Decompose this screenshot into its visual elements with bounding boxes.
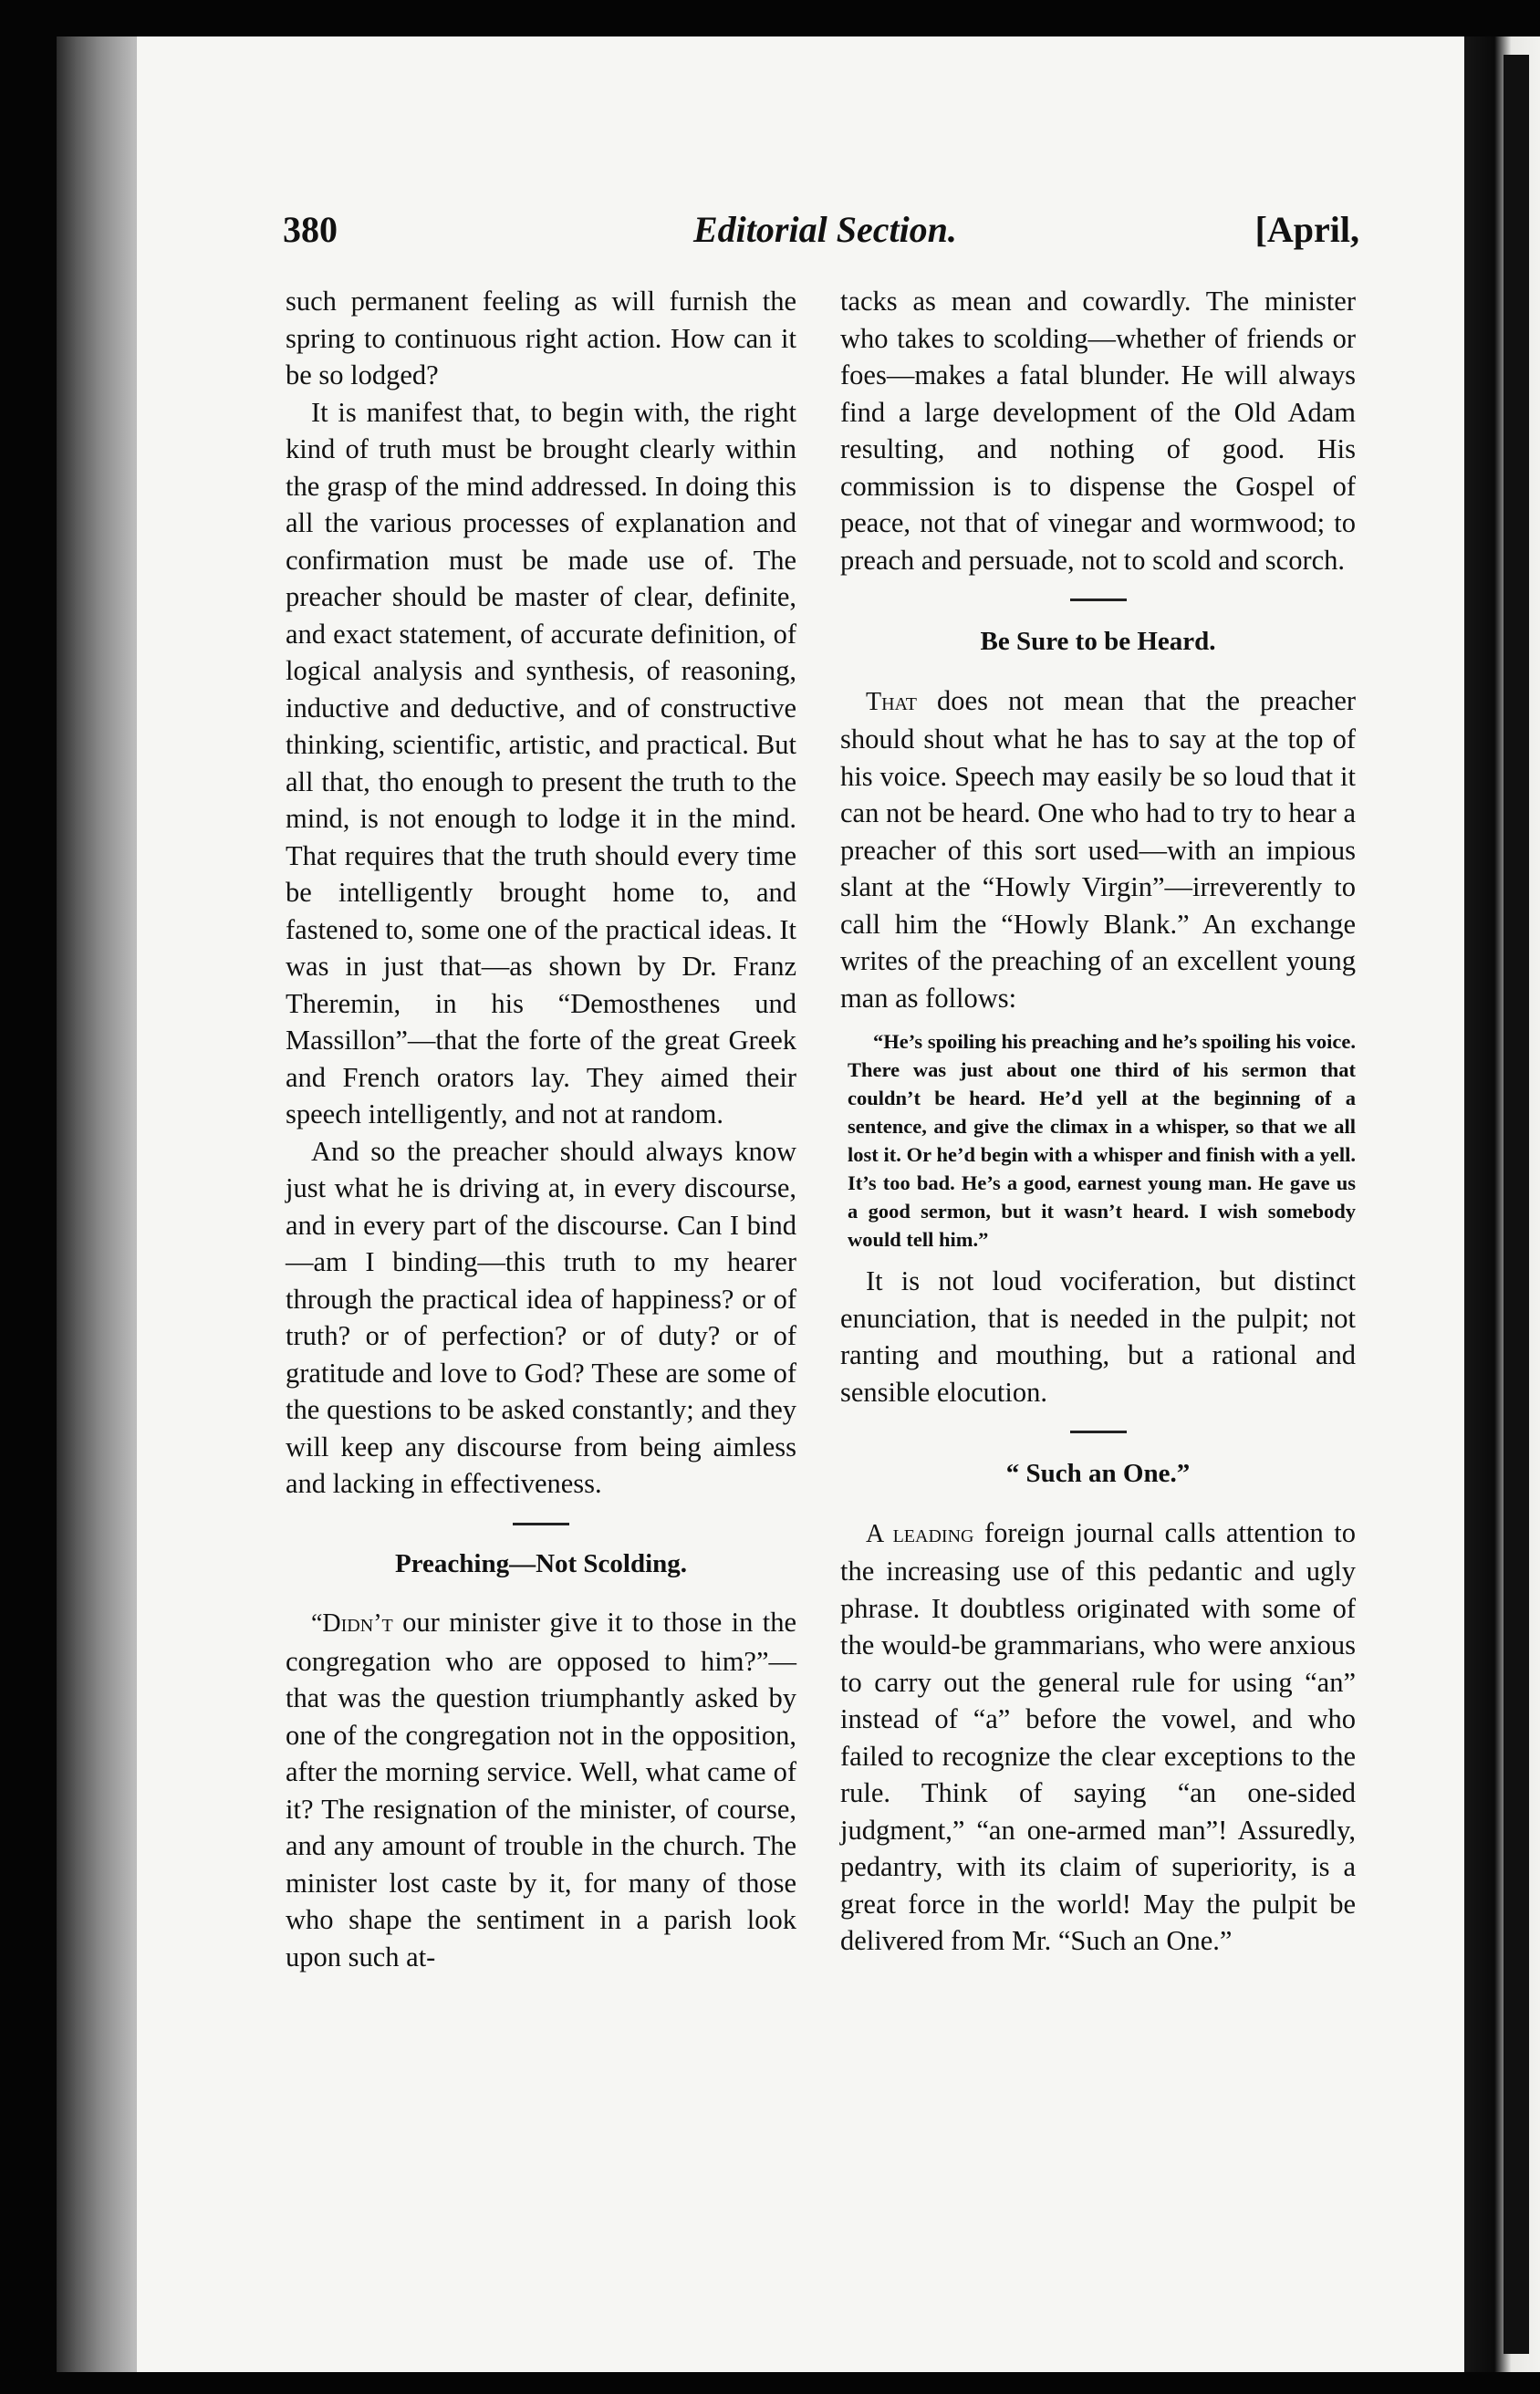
running-month: [April, — [1254, 209, 1359, 250]
section-heading: Be Sure to be Heard. — [980, 627, 1216, 656]
paragraph — [840, 682, 1356, 1017]
paragraph-text: our minister give it to those in the congregation who are opposed to him?”—that was the question triumphantly asked by one of the congregation not in the opposition, after the morning service. Well, what came of it? The resignation of the minister, of course, and any amount of trouble in the church. The minister lost caste by it, for many of those who shape the sentiment in a parish look upon such at- — [286, 1607, 796, 1972]
paragraph: such permanent feeling as will furnish the spring to continuous right action. How can it be so lodged? — [286, 286, 796, 390]
paragraph-text: foreign journal calls attention to the increasing use of this pedantic and ugly phrase. It doubtless originated with some of the would-be grammarians, who were anxious to carry out the general rule for using “an” instead of “a” before the vowel, and who failed to recognize the clear exceptions to the rule. Think of saying “an one-sided judgment,” “an one-armed man”! Assuredly, pedantry, with its claim of superiority, is a great force in the world! May the pulpit be delivered from Mr. “Such an One.” — [840, 1516, 1356, 1956]
paragraph: And so the preacher should always know just what he is driving at, in every discourse, and in every part of the discourse. Can I bind—am I binding—this truth to my hearer through the practical idea of happiness? or of truth? or of perfection? or of duty? or of gratitude and love to God? These are some of the questions to be asked constantly; and they will keep any discourse from being aimless and lacking in effectiveness. — [286, 1135, 796, 1499]
lead-in: A leading — [866, 1519, 974, 1548]
lead-in: That — [866, 687, 917, 716]
paragraph: It is not loud vociferation, but distinct enunciation, that is needed in the pulpit; not ranting and mouthing, but a rational and sensible elocution. — [840, 1265, 1356, 1408]
right-column — [840, 283, 1356, 1960]
section-heading: Preaching—Not Scolding. — [394, 1548, 688, 1578]
paragraph-text: does not mean that the preacher should shout what he has to say at the top of his voice. Speech may easily be so loud that it can not be heard. One who had to try to hear a preacher of this sort used—with an impious slant at the “Howly Virgin”—irreverently to call him the “Howly Blank.” An exchange writes of the preaching of an excellent young man as follows: — [840, 684, 1357, 1014]
lead-in: “Didn’t — [311, 1609, 393, 1638]
paragraph — [840, 1514, 1356, 1960]
gutter-shadow — [1504, 55, 1529, 2354]
block-quote: “He’s spoiling his preaching and he’s spoiling his voice. There was just about one third of his sermon that couldn’t be heard. He’d yell at the beginning of a sentence, and give the climax in a whisper, so that we all lost it. Or he’d begin with a whisper and finish with a yell. It’s too bad. He’s a good, earnest young man. He gave us a good sermon, but it wasn’t heard. I wish somebody would tell him.” — [848, 1030, 1356, 1251]
paragraph — [286, 1604, 796, 1975]
section-title: Editorial Section. — [693, 209, 957, 250]
left-column — [286, 283, 796, 1975]
section-heading: “ Such an One.” — [1005, 1459, 1191, 1488]
running-header — [283, 208, 1359, 263]
paragraph: tacks as mean and cowardly. The minister who takes to scolding—whether of friends or foes—makes a fatal blunder. He will always find a large development of the Old Adam resulting, and nothing of good. His commission is to dispense the Gospel of peace, not that of vinegar and wormwood; to preach and persuade, not to scold and scorch. — [840, 286, 1356, 576]
page-number: 380 — [283, 209, 338, 250]
paragraph: It is manifest that, to begin with, the right kind of truth must be brought clearly within the grasp of the mind addressed. In doing this all the various processes of explanation and confirmation must be made use of. The preacher should be master of clear, definite, and exact statement, of accurate definition, of logical analysis and synthesis, of reasoning, inductive and deductive, and of constructive thinking, scientific, artistic, and practical. But all that, tho enough to present the truth to the mind, is not enough to lodge it in the mind. That requires that the truth should every time be intelligently brought home to, and fastened to, some one of the practical ideas. It was in just that—as shown by Dr. Franz Theremin, in his “Demosthenes und Massillon”—that the forte of the great Greek and French orators lay. They aimed their speech intelligently, and not at random. — [286, 396, 796, 1129]
